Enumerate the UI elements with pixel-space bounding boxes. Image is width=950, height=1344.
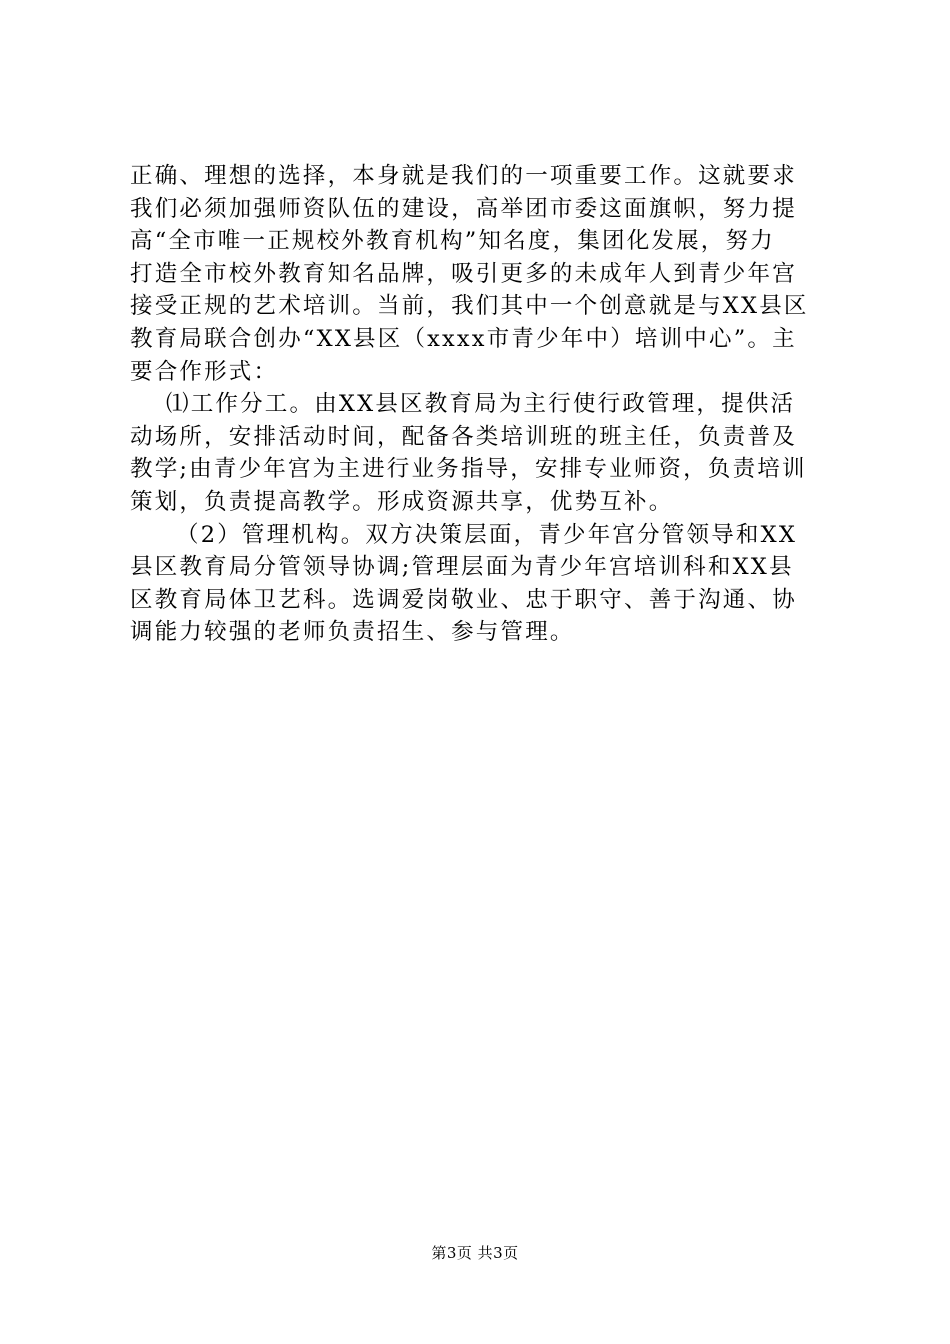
paragraph-line: 县区教育局分管领导协调;管理层面为青少年宫培训科和XX县 [130,554,794,581]
paragraph-line: 我们必须加强师资队伍的建设，高举团市委这面旗帜，努力提 [130,195,797,222]
paragraph-line: 调能力较强的老师负责招生、参与管理。 [130,619,575,646]
paragraph-line: 区教育局体卫艺科。选调爱岗敬业、忠于职守、善于沟通、协 [130,586,797,613]
paragraph-line: 教育局联合创办“XX县区（xxxx市青少年中）培训中心”。主 [130,325,797,352]
page-number-footer: 第3页 共3页 [431,1244,519,1262]
paragraph-line: 教学;由青少年宫为主进行业务指导，安排专业师资，负责培训 [130,456,807,483]
paragraph-line: 动场所，安排活动时间，配备各类培训班的班主任，负责普及 [130,423,797,450]
paragraph-line: ⑴工作分工。由XX县区教育局为主行使行政管理，提供活 [166,391,796,418]
paragraph-line: 打造全市校外教育知名品牌，吸引更多的未成年人到青少年宫 [130,260,797,287]
paragraph-line: 策划，负责提高教学。形成资源共享，优势互补。 [130,488,674,515]
paragraph-line: （2）管理机构。双方决策层面，青少年宫分管领导和XX [176,521,798,548]
paragraph-line: 要合作形式： [130,358,279,385]
document-body [130,160,830,649]
paragraph-line: 高“全市唯一正规校外教育机构”知名度，集团化发展，努力 [130,228,775,255]
paragraph-line: 接受正规的艺术培训。当前，我们其中一个创意就是与XX县区 [130,293,809,320]
paragraph-line: 正确、理想的选择，本身就是我们的一项重要工作。这就要求 [130,163,797,189]
